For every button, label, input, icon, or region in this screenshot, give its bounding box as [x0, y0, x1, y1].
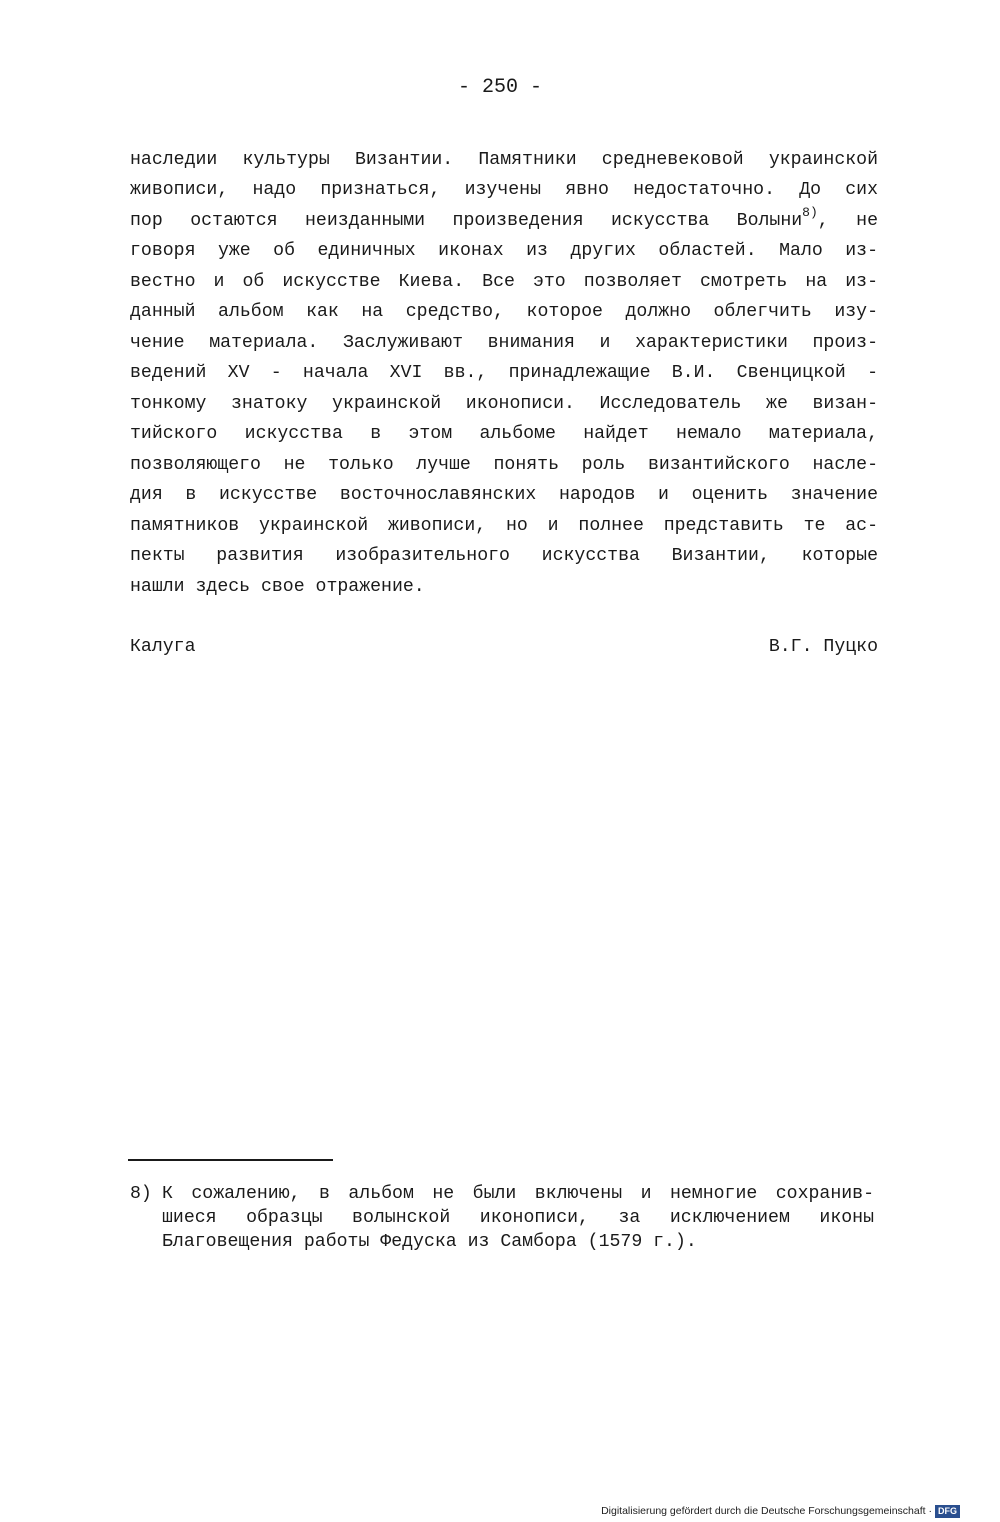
- body-line: живописи, надо признаться, изучены явно недостаточно. До сих: [130, 180, 878, 200]
- footnote-line: К сожалению, в альбом не были включены и немногие сохранив-: [162, 1184, 874, 1204]
- page-number: - 250 -: [457, 76, 542, 99]
- body-line: пекты развития изобразительного искусства Византии, которые: [130, 546, 878, 566]
- body-line-with-footnote-ref: [130, 206, 878, 236]
- body-line: вестно и об искусстве Киева. Все это позволяет смотреть на из-: [130, 272, 878, 292]
- footnote-divider: [128, 1159, 333, 1161]
- footnote-marker: 8): [130, 1184, 152, 1204]
- footnote-line: Благовещения работы Федуска из Самбора (1579 г.).: [162, 1232, 697, 1252]
- signature-author: В.Г. Пуцко: [768, 637, 878, 657]
- dfg-logo: DFG: [935, 1505, 960, 1518]
- body-line: дия в искусстве восточнославянских народов и оценить значение: [130, 485, 878, 505]
- body-line: наследии культуры Византии. Памятники средневековой украинской: [130, 150, 878, 170]
- body-line: говоря уже об единичных иконах из других областей. Мало из-: [130, 241, 878, 261]
- footnote-line: шиеся образцы волынской иконописи, за исключением иконы: [162, 1208, 874, 1228]
- body-line: тонкому знатоку украинской иконописи. Исследователь же визан-: [130, 394, 878, 414]
- footnote-reference: 8): [802, 205, 818, 220]
- credit-text: Digitalisierung gefördert durch die Deutsche Forschungsgemeinschaft: [601, 1505, 926, 1517]
- body-line: нашли здесь свое отражение.: [130, 577, 425, 597]
- body-line: позволяющего не только лучше понять роль византийского насле-: [130, 455, 878, 475]
- body-line: чение материала. Заслуживают внимания и характеристики произ-: [130, 333, 878, 353]
- body-line-segment: пор остаются неизданными произведения искусства Волыни: [130, 211, 803, 231]
- body-line: данный альбом как на средство, которое должно облегчить изу-: [130, 302, 878, 322]
- body-line: ведений XV - начала XVI вв., принадлежащие В.И. Свенцицкой -: [130, 363, 878, 383]
- body-line: памятников украинской живописи, но и полнее представить те ас-: [130, 516, 878, 536]
- signature-place: Калуга: [130, 637, 196, 657]
- digitization-credit: Digitalisierung gefördert durch die Deutsche Forschungsgemeinschaft · DFG: [601, 1504, 960, 1518]
- body-line: тийского искусства в этом альбоме найдет немало материала,: [130, 424, 878, 444]
- body-line-segment: , не: [817, 211, 878, 231]
